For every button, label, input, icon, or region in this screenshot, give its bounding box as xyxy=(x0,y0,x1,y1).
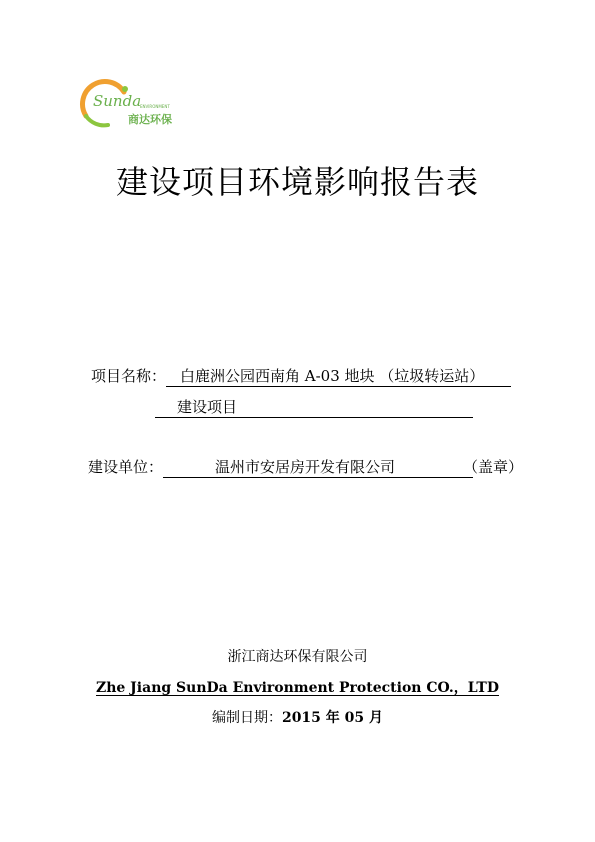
compile-date xyxy=(0,707,595,727)
project-name-value-2: 建设项目 xyxy=(155,396,473,418)
logo-letters: Sunda xyxy=(93,92,142,110)
construction-unit-label: 建设单位： xyxy=(88,458,164,476)
project-name-row-2 xyxy=(155,396,473,418)
logo-small-text: ENVIRONMENT xyxy=(140,104,170,109)
logo-cn-text: 商达环保 xyxy=(128,113,172,126)
seal-label: （盖章） xyxy=(463,458,524,476)
document-title: 建设项目环境影响报告表 xyxy=(115,163,479,201)
compile-date-value: 2015 年 05 月 xyxy=(281,710,384,726)
company-name-en: Zhe Jiang SunDa Environment Protection CO.，LTD xyxy=(96,680,499,696)
company-name-cn: 浙江商达环保有限公司 xyxy=(227,649,368,665)
construction-unit-row xyxy=(88,456,523,478)
company-logo xyxy=(78,78,178,128)
logo-graphic xyxy=(78,78,178,128)
compile-date-label: 编制日期： xyxy=(211,710,282,726)
project-name-value: 白鹿洲公园西南角 A-03 地块 （垃圾转运站） xyxy=(166,365,511,387)
project-name-label: 项目名称： xyxy=(91,367,167,385)
project-name-row xyxy=(91,365,511,387)
construction-unit-value: 温州市安居房开发有限公司 xyxy=(163,456,473,478)
